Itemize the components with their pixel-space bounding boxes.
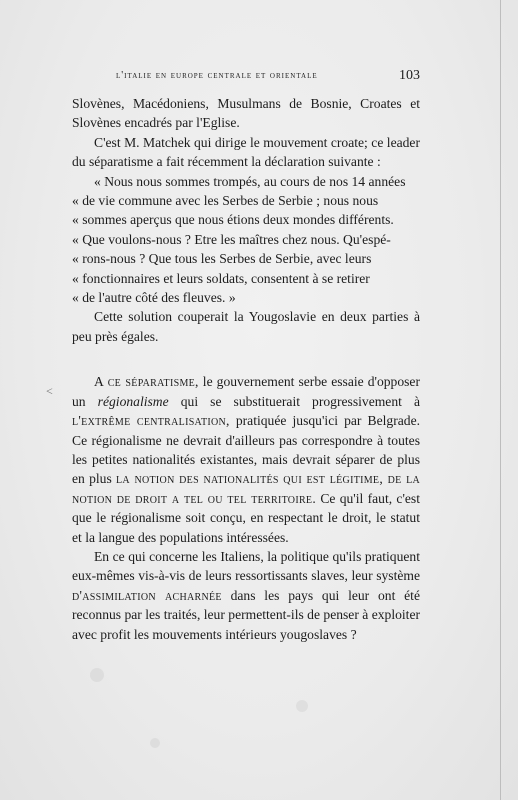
page-number: 103 [399, 68, 420, 83]
small-caps-text: A ce séparatisme, [94, 374, 199, 390]
quote-line: « rons-nous ? Que tous les Serbes de Serbie, avec leurs [72, 251, 372, 267]
text-run: le gouvernement serbe essaie d'opposer un [72, 374, 420, 409]
text-run: dans les pays qui leur ont été reconnus par les traités, leur permettent-ils de penser à exploiter avec profit les mouvements intérieurs yougoslaves ? [72, 587, 421, 642]
paragraph: C'est M. Matchek qui dirige le mouvement croate; ce leader du séparatisme a fait récemment la déclaration suivante : [72, 134, 420, 170]
small-caps-text: la notion des nationalités qui est légitime, de la notion de droit a tel ou tel territoire. [72, 471, 420, 506]
small-caps-text: l'extrême centralisation, [72, 413, 230, 429]
paper-stain [90, 668, 104, 682]
paper-stain [150, 738, 160, 748]
quote-line: « fonctionnaires et leurs soldats, consentent à se retirer [72, 270, 370, 286]
paragraph [72, 547, 420, 644]
running-head: l'italie en europe centrale et orientale [116, 70, 318, 81]
paragraph [72, 372, 420, 547]
small-caps-text: d'assimilation acharnée [72, 587, 222, 603]
page-edge [500, 0, 501, 800]
text-run: En ce qui concerne les Italiens, la politique qu'ils pratiquent eux-mêmes vis-à-vis de leurs ressortissants slaves, leur système [72, 548, 420, 584]
page-header [72, 70, 420, 86]
quote-line: « sommes aperçus que nous étions deux mondes différents. [72, 212, 394, 228]
margin-mark: < [46, 384, 53, 398]
quotation [72, 172, 420, 308]
quote-line: « de vie commune avec les Serbes de Serbie ; nous nous [72, 193, 379, 209]
quote-line: « Que voulons-nous ? Etre les maîtres chez nous. Qu'espé- [72, 231, 391, 247]
text-run: Ce qu'il faut, c'est que le régionalisme soit conçu, en respectant le droit, le statut et la langue des populations intéressées. [72, 490, 420, 545]
quote-line: « de l'autre côté des fleuves. » [72, 290, 236, 306]
text-run: pratiquée jusqu'ici par Belgrade. Ce régionalisme ne devrait d'ailleurs pas correspondre à toutes les petites nationalités existantes, mais devrait séparer de plus en plus [72, 413, 420, 487]
italic-text: régionalisme [97, 393, 169, 409]
paper-stain [296, 700, 308, 712]
page-body [72, 94, 420, 644]
text-run: qui se substituerait progressivement à [168, 393, 421, 409]
quote-line: « Nous nous sommes trompés, au cours de nos 14 années [94, 173, 406, 189]
paragraph: Cette solution couperait la Yougoslavie en deux parties à peu près égales. [72, 309, 420, 344]
paragraph: Slovènes, Macédoniens, Musulmans de Bosnie, Croates et Slovènes encadrés par l'Eglise. [72, 96, 420, 131]
